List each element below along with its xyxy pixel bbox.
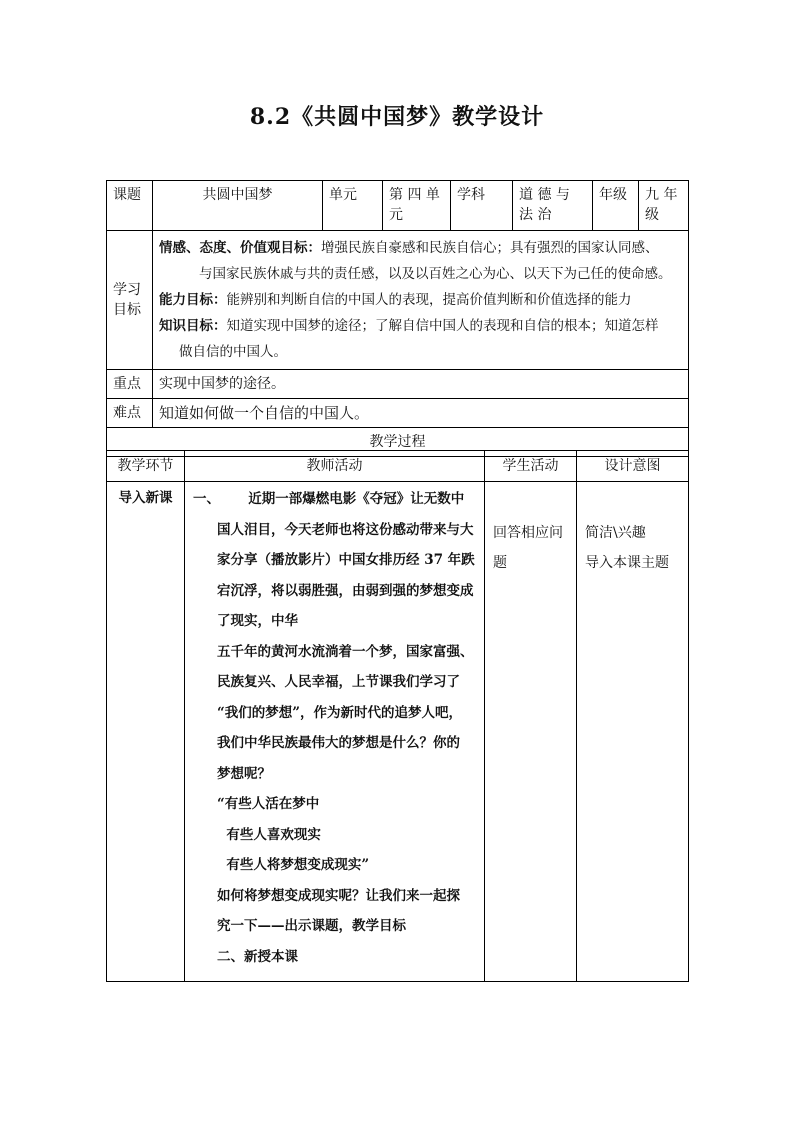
col-header-student: 学生活动 xyxy=(485,451,577,482)
teacher-line: 二、新授本课 xyxy=(217,948,298,965)
difficulty-label: 难点 xyxy=(107,399,153,428)
teacher-line: 有些人将梦想变成现实” xyxy=(217,857,370,873)
teacher-line: 国人泪目，今天老师也将这份感动带来与大 xyxy=(217,521,474,538)
teacher-line: 梦想呢？ xyxy=(217,765,271,782)
grade-label: 年级 xyxy=(593,181,639,231)
lesson-info-table xyxy=(106,180,689,457)
teaching-process-table xyxy=(106,450,689,982)
ability-objective-label: 能力目标： xyxy=(159,292,227,308)
student-activity-line: 回答相应问 xyxy=(493,525,563,541)
col-header-teacher: 教师活动 xyxy=(185,451,485,482)
teacher-line: 究一下——出示课题，教学目标 xyxy=(217,918,406,934)
teacher-line: “我们的梦想”，作为新时代的追梦人吧， xyxy=(217,704,463,721)
key-point-text: 实现中国梦的途径。 xyxy=(153,370,689,399)
teacher-line: 家分享（播放影片）中国女排历经 37 年跌 xyxy=(217,552,475,568)
topic-value: 共圆中国梦 xyxy=(153,181,323,231)
emotion-objective-text-1: 增强民族自豪感和民族自信心；具有强烈的国家认同感、 xyxy=(321,240,659,256)
stage-cell: 导入新课 xyxy=(107,482,185,982)
teacher-activity-text xyxy=(193,484,476,972)
teacher-line: 宕沉浮，将以弱胜强，由弱到强的梦想变成 xyxy=(217,582,474,599)
design-intent-line: 简洁\兴趣 xyxy=(585,525,646,541)
topic-label: 课题 xyxy=(107,181,153,231)
teacher-line: 我们中华民族最伟大的梦想是什么？你的 xyxy=(217,735,460,751)
unit-value: 第 四 单 元 xyxy=(383,181,451,231)
emotion-objective-text-2: 与国家民族休戚与共的责任感，以及以百姓之心为心、以天下为己任的使命感。 xyxy=(199,266,672,282)
unit-label: 单元 xyxy=(323,181,383,231)
knowledge-objective-text-2: 做自信的中国人。 xyxy=(179,344,287,360)
subject-label: 学科 xyxy=(451,181,513,231)
teacher-activity-cell xyxy=(185,482,485,982)
subject-value: 道 德 与 法 治 xyxy=(513,181,593,231)
grade-value: 九 年 级 xyxy=(639,181,689,231)
col-header-stage: 教学环节 xyxy=(107,451,185,482)
knowledge-objective-text-1: 知道实现中国梦的途径；了解自信中国人的表现和自信的根本；知道怎样 xyxy=(226,318,659,334)
emotion-objective-label: 情感、态度、价值观目标： xyxy=(159,240,321,256)
objectives-content xyxy=(153,231,689,370)
difficulty-text: 知道如何做一个自信的中国人。 xyxy=(153,399,689,428)
student-activity-line: 题 xyxy=(493,555,507,571)
teacher-line: 一、 近期一部爆燃电影《夺冠》让无数中 xyxy=(193,491,465,507)
student-activity-cell xyxy=(485,482,577,982)
key-point-label: 重点 xyxy=(107,370,153,399)
document-title: 8.2《共圆中国梦》教学设计 xyxy=(249,104,545,130)
design-intent-cell xyxy=(577,482,689,982)
knowledge-objective-label: 知识目标： xyxy=(159,318,227,334)
teacher-line: 如何将梦想变成现实呢？让我们来一起探 xyxy=(217,887,460,904)
teacher-line: “有些人活在梦中 xyxy=(217,796,320,812)
objectives-label: 学习目标 xyxy=(107,231,153,370)
design-intent-line: 导入本课主题 xyxy=(585,555,669,571)
ability-objective-text: 能辨别和判断自信的中国人的表现，提高价值判断和价值选择的能力 xyxy=(226,292,632,308)
teacher-line: 民族复兴、人民幸福，上节课我们学习了 xyxy=(217,674,460,690)
col-header-design: 设计意图 xyxy=(577,451,689,482)
teacher-line: 了现实，中华 xyxy=(217,613,298,629)
teacher-line: 五千年的黄河水流淌着一个梦，国家富强、 xyxy=(217,643,474,660)
process-header: 教学过程 xyxy=(107,428,689,457)
teacher-line: 有些人喜欢现实 xyxy=(217,826,321,843)
